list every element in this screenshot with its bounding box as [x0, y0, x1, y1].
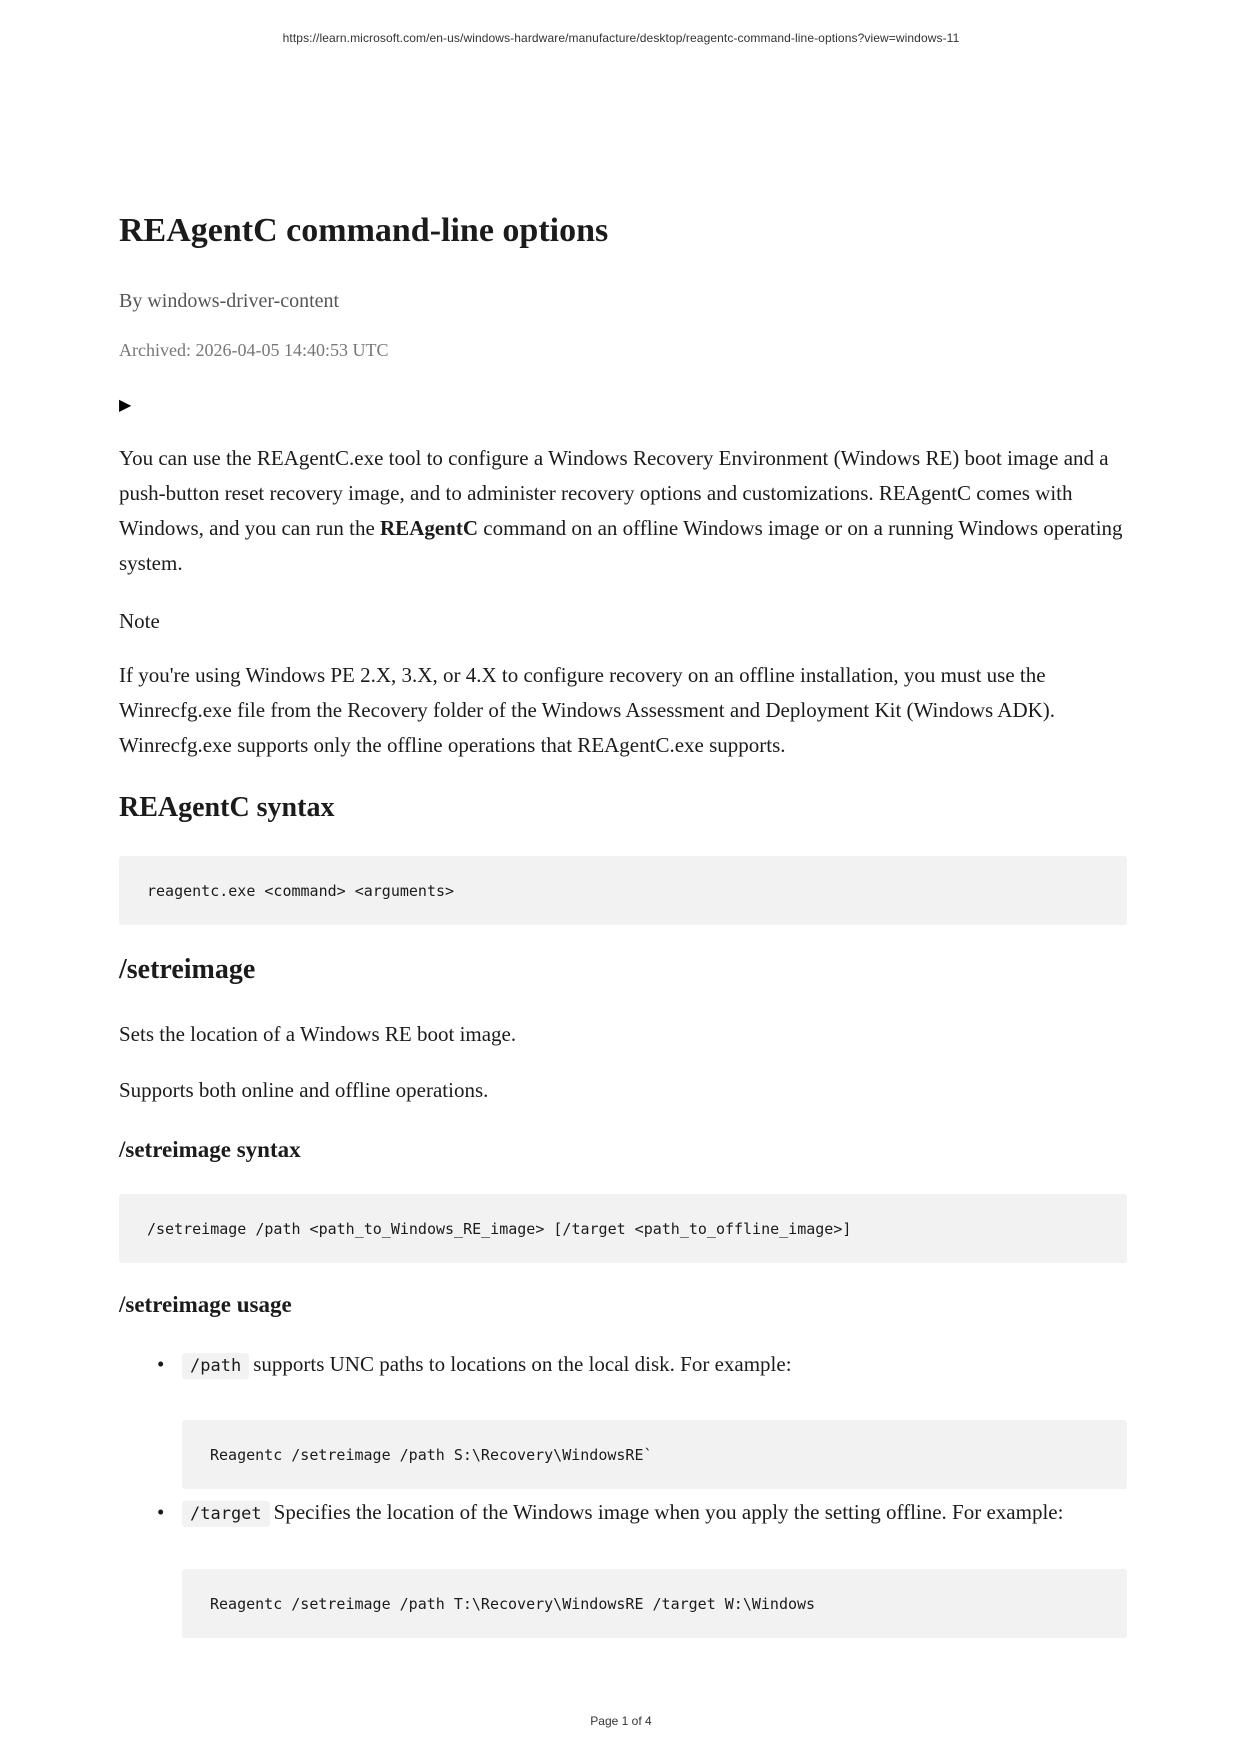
- list-item: /target Specifies the location of the Windows image when you apply the setting offline. For example:: [182, 1497, 1063, 1529]
- page-url-header: https://learn.microsoft.com/en-us/windows-hardware/manufacture/desktop/reagentc-command-line-options?view=windows-11: [282, 31, 960, 45]
- bullet-icon: •: [157, 1500, 165, 1524]
- reagentc-bold-term: REAgentC: [380, 516, 479, 540]
- reagentc-syntax-heading: REAgentC syntax: [119, 792, 335, 823]
- note-label: Note: [119, 609, 160, 633]
- setreimage-syntax-code-block: /setreimage /path <path_to_Windows_RE_image> [/target <path_to_offline_image>]: [119, 1194, 1127, 1263]
- setreimage-usage-heading: /setreimage usage: [119, 1292, 292, 1317]
- byline: By windows-driver-content: [119, 290, 340, 312]
- setreimage-support: Supports both online and offline operations.: [119, 1078, 489, 1102]
- inline-code: /target: [182, 1501, 270, 1527]
- details-toggle-icon[interactable]: ▶: [119, 397, 132, 414]
- archived-timestamp: Archived: 2026-04-05 14:40:53 UTC: [119, 340, 389, 360]
- setreimage-heading: /setreimage: [119, 954, 256, 985]
- inline-code: /path: [182, 1353, 249, 1379]
- page-number: Page 1 of 4: [590, 1714, 652, 1728]
- list-item: /path supports UNC paths to locations on the local disk. For example:: [182, 1349, 792, 1381]
- syntax-code-block: reagentc.exe <command> <arguments>: [119, 856, 1127, 925]
- note-text: If you're using Windows PE 2.X, 3.X, or 4.X to configure recovery on an offline installation, you must use the Winrecfg.exe file from the Recovery folder of the Windows Assessment and Deployment Kit (Windows ADK). Winrecfg.exe supports only the offline operations that REAgentC.exe supports.: [119, 663, 1056, 757]
- setreimage-syntax-heading: /setreimage syntax: [119, 1137, 301, 1162]
- intro-paragraph: You can use the REAgentC.exe tool to configure a Windows Recovery Environment (Windows RE) boot image and a push-button reset recovery image, and to administer recovery options and customizations. REAgentC comes with Windows, and you can run the REAgentC command on an offline Windows image or on a running Windows operating system.: [119, 446, 1123, 575]
- example-code-block: Reagentc /setreimage /path S:\Recovery\WindowsRE`: [182, 1420, 1127, 1489]
- page-title: REAgentC command-line options: [119, 212, 609, 249]
- bullet-icon: •: [157, 1352, 165, 1376]
- example-code-block: Reagentc /setreimage /path T:\Recovery\WindowsRE /target W:\Windows: [182, 1569, 1127, 1638]
- setreimage-description: Sets the location of a Windows RE boot image.: [119, 1022, 517, 1046]
